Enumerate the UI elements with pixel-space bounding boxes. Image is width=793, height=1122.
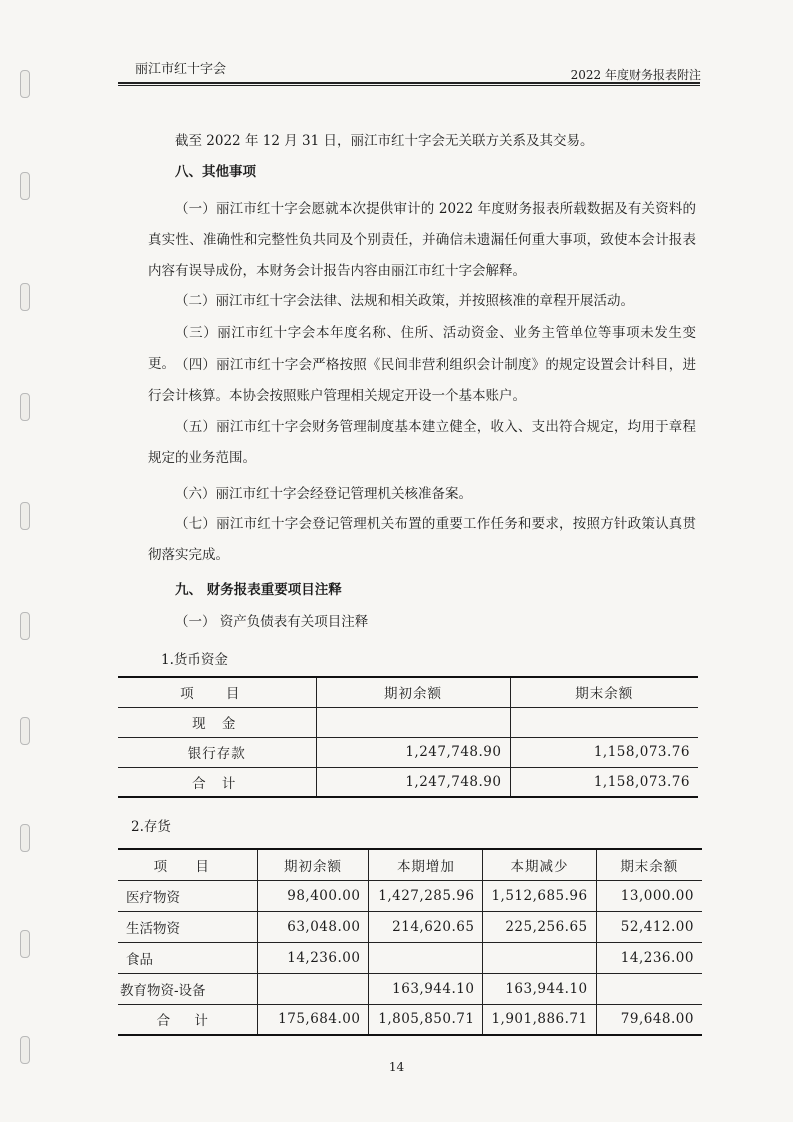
table-cell-end: 14,236.00	[596, 942, 702, 973]
table-cell-increase: 163,944.10	[369, 973, 483, 1004]
header-rule	[118, 85, 700, 86]
paragraph-item-7: （七）丽江市红十字会登记管理机关布置的重要工作任务和要求，按照方针政策认真贯彻落实完成。	[148, 516, 696, 563]
section-heading-other-matters: 八、其他事项	[175, 164, 256, 180]
table-cell-begin: 63,048.00	[257, 911, 369, 942]
table-cell-decrease: 1,901,886.71	[483, 1004, 596, 1035]
binder-hole	[20, 824, 30, 852]
table-row	[118, 737, 698, 767]
inventory-table	[118, 848, 702, 1036]
table-cell-end: 13,000.00	[596, 880, 702, 911]
table-row	[118, 707, 698, 737]
table-cell-begin	[316, 707, 510, 737]
table-cell-decrease: 225,256.65	[483, 911, 596, 942]
table-header-cell: 本期增加	[369, 849, 483, 880]
header-rule	[118, 82, 700, 84]
paragraph-item-6: （六）丽江市红十字会经登记管理机关核准备案。	[175, 486, 472, 502]
table-header-cell: 本期减少	[483, 849, 596, 880]
table-cell-item: 医疗物资	[118, 880, 257, 911]
table-cell-end	[596, 973, 702, 1004]
binder-hole	[20, 930, 30, 958]
table-cell-decrease: 163,944.10	[483, 973, 596, 1004]
table-cell-item: 合 计	[118, 1004, 257, 1035]
table-total-row	[118, 1004, 702, 1035]
paragraph-item-2: （二）丽江市红十字会法律、法规和相关政策，并按照核准的章程开展活动。	[175, 293, 634, 309]
table-cell-item: 银行存款	[118, 737, 316, 767]
table-cell-end	[510, 707, 698, 737]
page-number: 14	[388, 1060, 405, 1074]
table-cell-decrease	[483, 942, 596, 973]
table-cell-item: 生活物资	[118, 911, 257, 942]
table-cell-item: 现 金	[118, 707, 316, 737]
table-cell-begin: 1,247,748.90	[316, 767, 510, 797]
table-cell-end: 1,158,073.76	[510, 767, 698, 797]
cash-table	[118, 676, 698, 798]
table-cell-end: 1,158,073.76	[510, 737, 698, 767]
table-cell-begin: 98,400.00	[257, 880, 369, 911]
table-header-cell: 期末余额	[510, 677, 698, 707]
binder-hole	[20, 612, 30, 640]
table-cell-item: 合 计	[118, 767, 316, 797]
table-total-row	[118, 767, 698, 797]
table-cell-increase: 1,805,850.71	[369, 1004, 483, 1035]
binder-hole	[20, 502, 30, 530]
table-header-cell: 期初余额	[257, 849, 369, 880]
table-cell-begin	[257, 973, 369, 1004]
paragraph-item-4: （四）丽江市红十字会严格按照《民间非营利组织会计制度》的规定设置会计科目，进行会计核算。本协会按照账户管理相关规定开设一个基本账户。	[148, 357, 696, 404]
table-row	[118, 942, 702, 973]
paragraph-item-1: （一）丽江市红十字会愿就本次提供审计的 2022 年度财务报表所载数据及有关资料的真实性、准确性和完整性负共同及个别责任，并确信未遗漏任何重大事项，致使本会计报表内容有误导成份，本财务会计报告内容由丽江市红十字会解释。	[148, 201, 696, 279]
header-report-title: 2022 年度财务报表附注	[570, 68, 701, 82]
table-cell-end: 79,648.00	[596, 1004, 702, 1035]
binder-hole	[20, 283, 30, 311]
paragraph-related-party: 截至 2022 年 12 月 31 日，丽江市红十字会无关联方关系及其交易。	[175, 133, 594, 149]
table-cell-begin: 1,247,748.90	[316, 737, 510, 767]
section-heading-notes: 九、 财务报表重要项目注释	[175, 582, 342, 598]
table-cell-item: 食品	[118, 942, 257, 973]
paragraph-item-3: （三）丽江市红十字会本年度名称、住所、活动资金、业务主管单位等事项未发生变更。	[148, 325, 696, 372]
cash-table-label: 1.货币资金	[161, 652, 228, 668]
table-header-cell: 项 目	[118, 677, 316, 707]
table-cell-increase	[369, 942, 483, 973]
table-header-row	[118, 849, 702, 880]
table-cell-begin: 14,236.00	[257, 942, 369, 973]
inventory-table-label: 2.存货	[131, 819, 171, 835]
table-header-cell: 项 目	[118, 849, 257, 880]
table-row	[118, 973, 702, 1004]
table-header-cell: 期末余额	[596, 849, 702, 880]
table-cell-increase: 1,427,285.96	[369, 880, 483, 911]
table-row	[118, 880, 702, 911]
table-header-row	[118, 677, 698, 707]
table-cell-begin: 175,684.00	[257, 1004, 369, 1035]
table-cell-end: 52,412.00	[596, 911, 702, 942]
table-cell-item: 教育物资-设备	[118, 973, 257, 1004]
paragraph-item-5: （五）丽江市红十字会财务管理制度基本建立健全，收入、支出符合规定，均用于章程规定的业务范围。	[148, 419, 696, 466]
binder-hole	[20, 393, 30, 421]
table-cell-decrease: 1,512,685.96	[483, 880, 596, 911]
table-cell-increase: 214,620.65	[369, 911, 483, 942]
binder-hole	[20, 70, 30, 98]
header-org-name: 丽江市红十字会	[135, 62, 227, 77]
subsection-heading-balance-sheet: （一） 资产负债表有关项目注释	[175, 614, 369, 630]
binder-hole	[20, 172, 30, 200]
table-row	[118, 911, 702, 942]
binder-hole	[20, 717, 30, 745]
table-header-cell: 期初余额	[316, 677, 510, 707]
